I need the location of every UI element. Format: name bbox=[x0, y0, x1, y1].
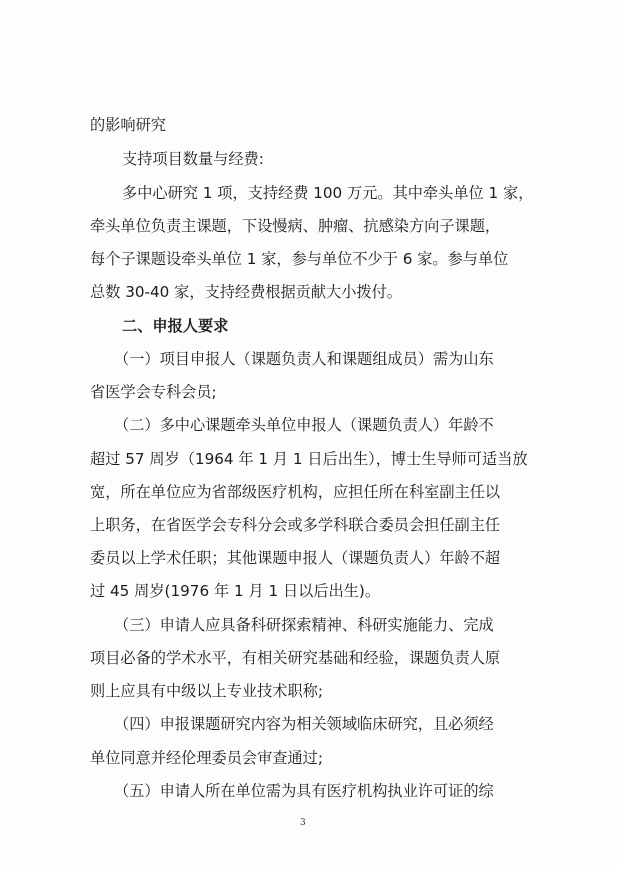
text-line-12: 宽，所在单位应为省部级医疗机构，应担任所在科室副主任以 bbox=[90, 483, 501, 501]
text-line-5: 每个子课题设牵头单位 1 家，参与单位不少于 6 家。参与单位 bbox=[90, 250, 509, 268]
text-line-4: 牵头单位负责主课题，下设慢病、肿瘤、抗感染方向子课题， bbox=[90, 217, 501, 235]
text-line-13: 上职务，在省医学会专科分会或多学科联合委员会担任副主任 bbox=[90, 516, 501, 534]
text-line-10: （二）多中心课题牵头单位申报人（课题负责人）年龄不 bbox=[114, 416, 494, 434]
text-line-17: 项目必备的学术水平，有相关研究基础和经验，课题负责人原 bbox=[90, 649, 501, 667]
section-heading: 二、申报人要求 bbox=[122, 317, 229, 335]
text-line-1: 的影响研究 bbox=[90, 116, 166, 134]
text-line-6: 总数 30-40 家，支持经费根据贡献大小拨付。 bbox=[90, 283, 402, 301]
text-line-15: 过 45 周岁(1976 年 1 月 1 日以后出生)。 bbox=[90, 582, 381, 600]
text-line-9: 省医学会专科会员; bbox=[90, 383, 217, 401]
text-line-16: （三）申请人应具备科研探索精神、科研实施能力、完成 bbox=[114, 616, 494, 634]
text-line-2: 支持项目数量与经费: bbox=[122, 150, 264, 168]
text-line-20: 单位同意并经伦理委员会审查通过; bbox=[90, 749, 323, 767]
text-line-18: 则上应具有中级以上专业技术职称; bbox=[90, 682, 323, 700]
text-line-21: （五）申请人所在单位需为具有医疗机构执业许可证的综 bbox=[114, 782, 494, 800]
text-line-14: 委员以上学术任职；其他课题申报人（课题负责人）年龄不超 bbox=[90, 549, 501, 567]
text-line-11: 超过 57 周岁（1964 年 1 月 1 日后出生），博士生导师可适当放 bbox=[90, 450, 528, 468]
text-line-19: （四）申报课题研究内容为相关领域临床研究，且必须经 bbox=[114, 715, 494, 733]
page-number: 3 bbox=[300, 818, 306, 828]
text-line-8: （一）项目申报人（课题负责人和课题组成员）需为山东 bbox=[114, 350, 494, 368]
text-line-3: 多中心研究 1 项，支持经费 100 万元。其中牵头单位 1 家， bbox=[122, 184, 534, 202]
